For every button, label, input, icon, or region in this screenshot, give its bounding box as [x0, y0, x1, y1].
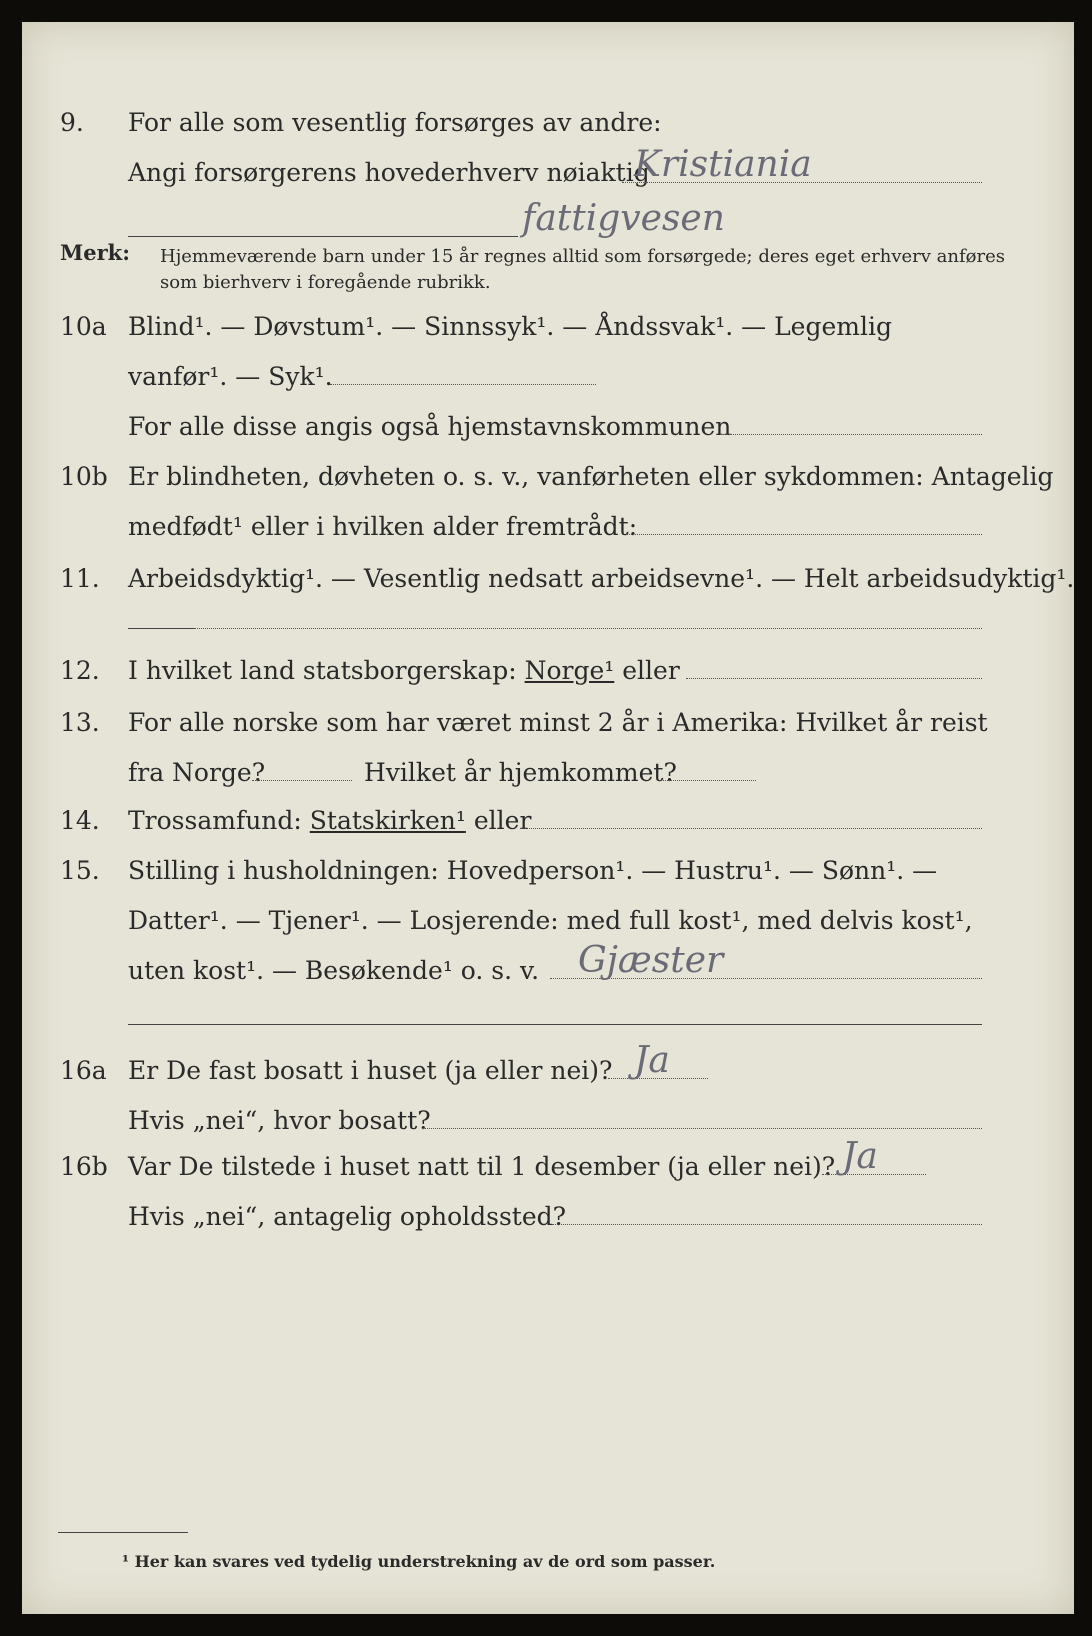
question-number: 16a	[60, 1056, 107, 1085]
question-number: 10b	[60, 462, 108, 491]
answer-line	[552, 1224, 982, 1225]
question-number: 16b	[60, 1152, 108, 1181]
answer-line	[128, 1024, 982, 1025]
question-number: 9.	[60, 108, 84, 137]
census-form-page	[22, 22, 1074, 1614]
answer-line	[252, 780, 352, 781]
handwritten-answer: Ja	[634, 1040, 670, 1081]
question-text: eller	[473, 806, 532, 835]
question-text: Datter¹. — Tjener¹. — Losjerende: med full kost¹, med delvis kost¹,	[128, 906, 973, 935]
question-text: For alle norske som har været minst 2 år i Amerika: Hvilket år reist	[128, 708, 988, 737]
question-14	[22, 806, 1074, 856]
answer-line	[330, 384, 596, 385]
question-text: Stilling i husholdningen: Hovedperson¹. — Hustru¹. — Sønn¹. —	[128, 856, 938, 885]
question-13-line2	[22, 758, 1074, 808]
handwritten-answer: Kristiania	[634, 144, 812, 185]
answer-line	[660, 780, 756, 781]
answer-line	[520, 828, 982, 829]
question-text: I hvilket land statsborgerskap:	[128, 656, 517, 685]
question-number: 13.	[60, 708, 100, 737]
underlined-answer: Statskirken¹	[309, 806, 466, 835]
answer-line	[626, 534, 982, 535]
question-16b	[22, 1152, 1074, 1202]
question-text: Arbeidsdyktig¹. — Vesentlig nedsatt arbeidsevne¹. — Helt arbeidsudyktig¹.	[128, 564, 1075, 593]
question-10b-line2	[22, 512, 1074, 562]
question-text: Er De fast bosatt i huset (ja eller nei)?	[128, 1056, 613, 1085]
footnote: ¹ Her kan svares ved tydelig understrekning av de ord som passer.	[122, 1552, 716, 1571]
question-13	[22, 708, 1074, 758]
question-10a	[22, 312, 1074, 362]
question-15-line2	[22, 906, 1074, 956]
note-label: Merk:	[60, 240, 130, 265]
answer-line	[128, 628, 194, 629]
handwritten-answer: Gjæster	[578, 940, 724, 981]
question-number: 15.	[60, 856, 100, 885]
note-text: Hjemmeværende barn under 15 år regnes alltid som forsørgede; deres eget erhverv anføres som bierhverv i foregående rubrikk.	[160, 246, 1005, 293]
handwritten-answer: Ja	[842, 1136, 878, 1177]
question-text: Blind¹. — Døvstum¹. — Sinnssyk¹. — Åndssvak¹. — Legemlig	[128, 312, 892, 341]
question-text: uten kost¹. — Besøkende¹ o. s. v.	[128, 956, 540, 985]
answer-line	[422, 1128, 982, 1129]
question-number: 10a	[60, 312, 107, 341]
question-text-wrap	[128, 656, 1022, 685]
question-number: 11.	[60, 564, 100, 593]
question-10b	[22, 462, 1074, 512]
question-10a-line3	[22, 412, 1074, 462]
question-text-wrap	[128, 806, 1022, 835]
footnote-rule	[58, 1532, 188, 1533]
question-16a	[22, 1056, 1074, 1106]
answer-line	[128, 236, 518, 237]
question-16a-line2	[22, 1106, 1074, 1156]
question-15	[22, 856, 1074, 906]
question-9	[22, 108, 1074, 158]
question-text: vanfør¹. — Syk¹.	[128, 362, 333, 391]
handwritten-answer: fattigvesen	[522, 198, 725, 239]
question-text: medfødt¹ eller i hvilken alder fremtrådt:	[128, 512, 638, 541]
question-text: Angi forsørgerens hovederhverv nøiaktig	[128, 158, 650, 187]
question-text: eller	[622, 656, 680, 685]
question-text: For alle som vesentlig forsørges av andre:	[128, 108, 662, 137]
question-number: 12.	[60, 656, 100, 685]
answer-line	[686, 678, 982, 679]
question-text: For alle disse angis også hjemstavnskommunen	[128, 412, 732, 441]
question-12	[22, 656, 1074, 706]
answer-line	[194, 628, 982, 629]
question-16b-line2	[22, 1202, 1074, 1252]
question-text: Hvis „nei“, antagelig opholdssted?	[128, 1202, 567, 1231]
underlined-answer: Norge¹	[524, 656, 615, 685]
question-text: fra Norge?	[128, 758, 266, 787]
answer-line	[720, 434, 982, 435]
question-text: Hvis „nei“, hvor bosatt?	[128, 1106, 431, 1135]
question-text: Hvilket år hjemkommet?	[364, 758, 677, 787]
question-10a-line2	[22, 362, 1074, 412]
question-15-line3	[22, 956, 1074, 1006]
question-number: 14.	[60, 806, 100, 835]
question-text: Var De tilstede i huset natt til 1 desember (ja eller nei)?	[128, 1152, 836, 1181]
question-text: Er blindheten, døvheten o. s. v., vanførheten eller sykdommen: Antagelig	[128, 462, 1054, 491]
question-text: Trossamfund:	[128, 806, 302, 835]
question-11	[22, 564, 1074, 614]
